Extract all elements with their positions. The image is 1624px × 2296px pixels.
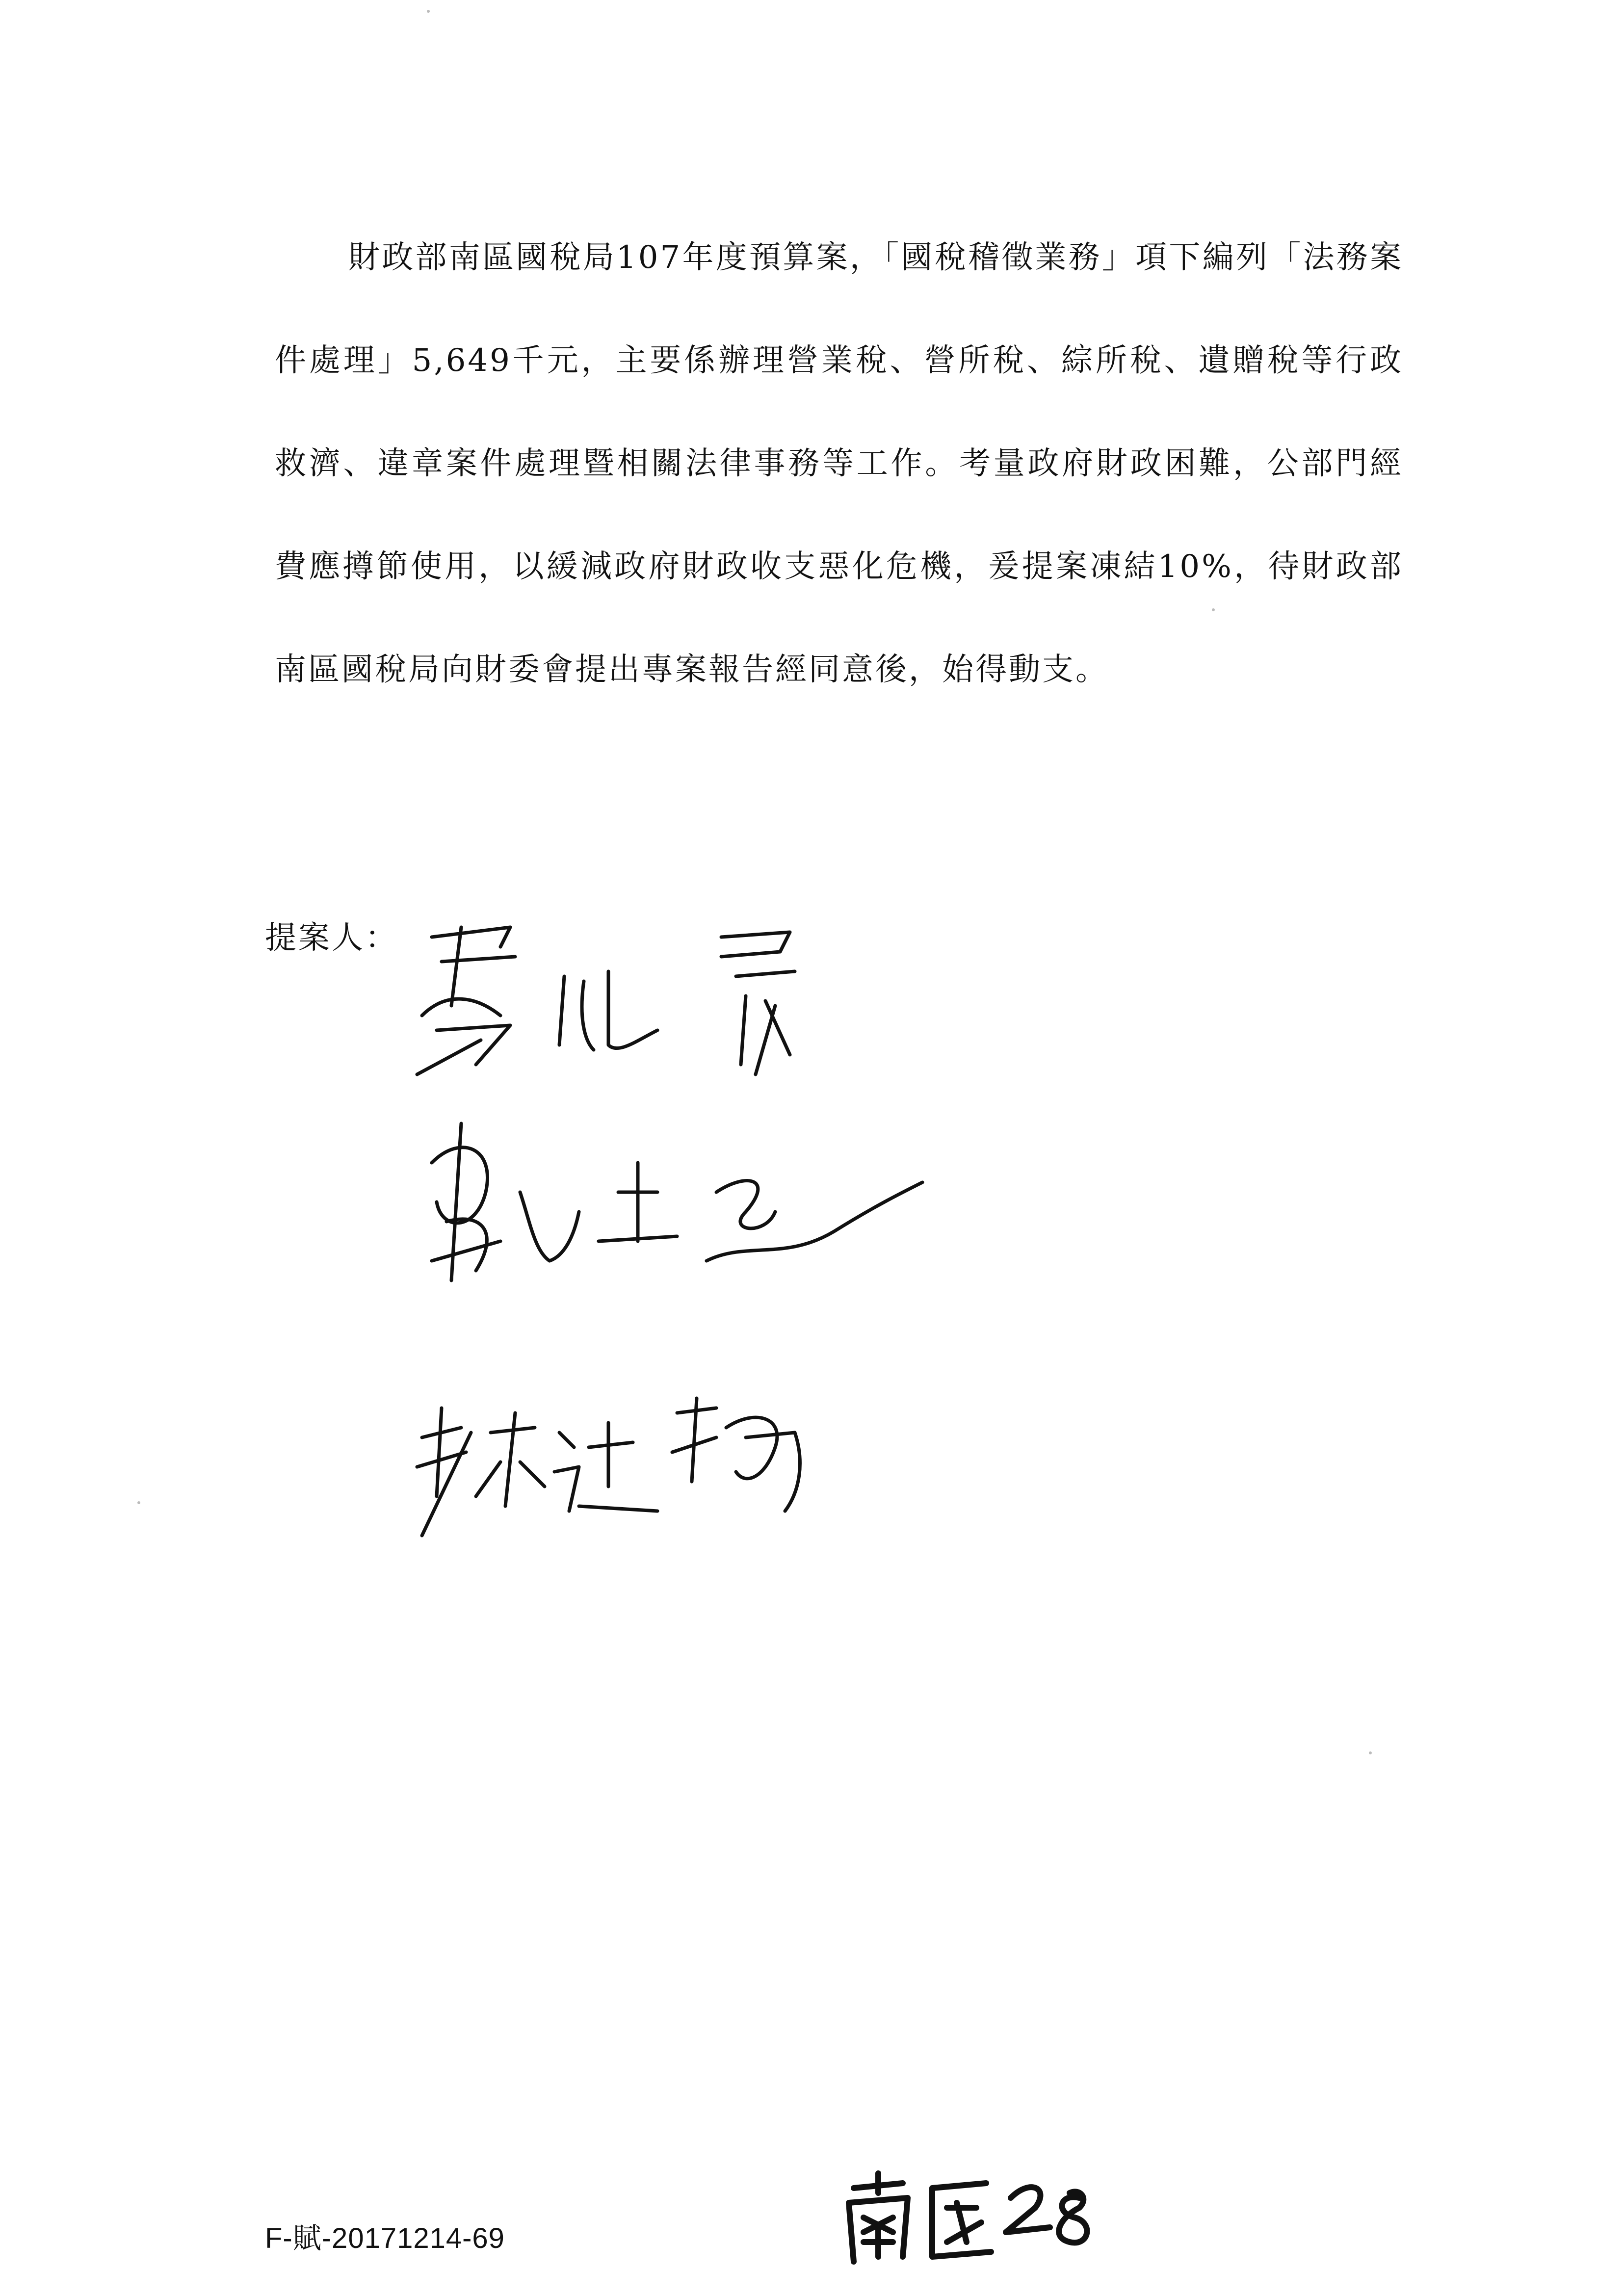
scan-speck: [1369, 1751, 1372, 1754]
proposer-label: 提案人：: [265, 920, 398, 956]
signature-1: [417, 927, 795, 1074]
scan-speck: [427, 10, 430, 13]
proposal-paragraph: 財政部南區國稅局107年度預算案，「國稅稽徵業務」項下編列「法務案件處理」5,649千元，主要係辦理營業稅、營所稅、綜所稅、遺贈稅等行政救濟、違章案件處理暨相關法律事務等工作。考量政府財政困難，公部門經費應撙節使用，以緩減政府財政收支惡化危機，爰提案凍結10%，待財政部南區國稅局向財委會提出專案報告經同意後，始得動支。: [275, 239, 1403, 688]
handwritten-signatures: [402, 917, 942, 1555]
document-id: F-賦-20171214-69: [265, 2222, 505, 2254]
signature-3: [417, 1398, 800, 1536]
scan-speck: [137, 1501, 140, 1504]
scan-speck: [1212, 608, 1215, 611]
handwritten-stamp: [834, 2168, 1109, 2267]
signature-2: [432, 1123, 922, 1280]
